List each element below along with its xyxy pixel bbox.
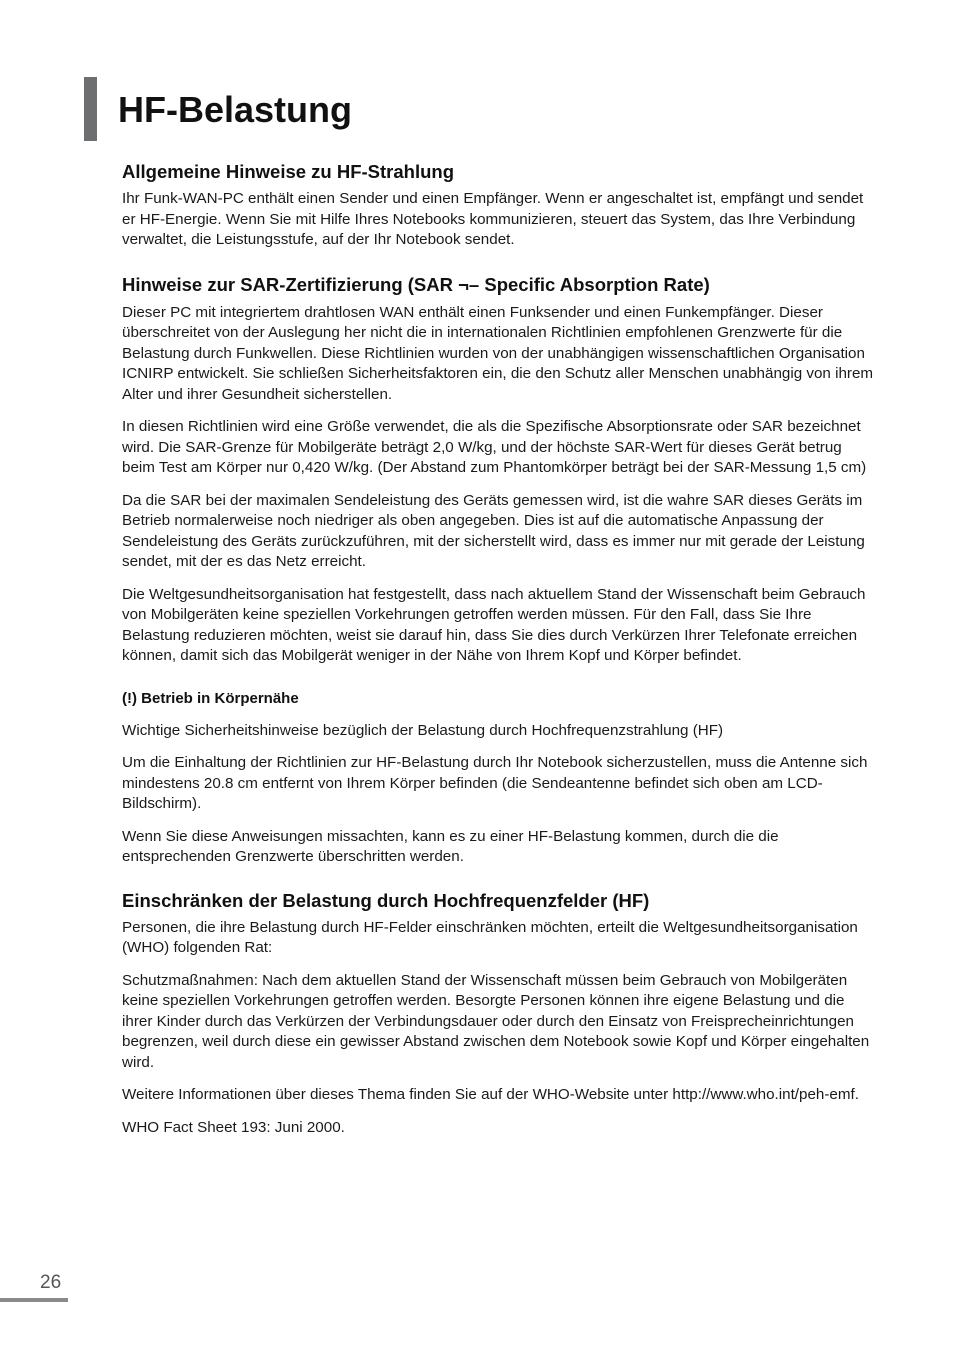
page-title: HF-Belastung (118, 89, 352, 130)
paragraph: Wichtige Sicherheitshinweise bezüglich der Belastung durch Hochfrequenzstrahlung (HF) (122, 721, 724, 739)
paragraph: Personen, die ihre Belastung durch HF-Felder einschränken möchten, erteilt die Weltgesundheitsorganisation (WHO) folgenden Rat: (122, 918, 858, 956)
section-body-operation (122, 689, 874, 868)
section-heading: Allgemeine Hinweise zu HF-Strahlung (122, 161, 455, 182)
paragraph: Da die SAR bei der maximalen Sendeleistung des Geräts gemessen wird, ist die wahre SAR dieses Geräts im Betrieb normalerweise noch niedriger als oben angegeben. Dies ist auf die automatische Anpassung der Sendeleistung des Geräts zurückzuführen, mit der sicherstellt wird, dass es immer nur mit gerade der Leistung sendet, mit der es das Netz erreicht. (122, 491, 865, 570)
subsection-heading: (!) Betrieb in Körpernähe (122, 689, 299, 707)
section-sar-certification (122, 273, 874, 667)
paragraph: In diesen Richtlinien wird eine Größe verwendet, die als die Spezifische Absorptionsrate oder SAR bezeichnet wird. Die SAR-Grenze für Mobilgeräte beträgt 2,0 W/kg, und der höchste SAR-Wert für dieses Gerät betrug beim Test am Körper nur 0,420 W/kg. (Der Abstand zum Phantomkörper beträgt bei der SAR-Messung 1,5 cm) (122, 418, 867, 476)
paragraph: Die Weltgesundheitsorganisation hat festgestellt, dass nach aktuellem Stand der Wissenschaft beim Gebrauch von Mobilgeräten keine speziellen Vorkehrungen getroffen werden müssen. Für den Fall, dass Sie Ihre Belastung reduzieren möchten, weist sie darauf hin, dass Sie dies durch Verkürzen Ihrer Telefonate erreichen können, damit sich das Mobilgerät weniger in der Nähe von Ihrem Kopf und Körper befindet. (122, 585, 866, 664)
paragraph: Schutzmaßnahmen: Nach dem aktuellen Stand der Wissenschaft müssen beim Gebrauch von Mobilgeräten keine speziellen Vorkehrungen getroffen werden. Besorgte Personen können ihre eigene Belastung und die ihrer Kinder durch das Verkürzen der Verbindungsdauer oder durch den Einsatz von Freisprecheinrichtungen begrenzen, weil durch diese ein gewisser Abstand zwischen dem Notebook sowie Kopf und Körper eingehalten wird. (122, 971, 870, 1071)
page-content (122, 160, 874, 1138)
section-general-rf-notes (122, 160, 874, 251)
section-limiting-rf-exposure (122, 889, 874, 1139)
paragraph: Weitere Informationen über dieses Thema finden Sie auf der WHO-Website unter http://www.who.int/peh-emf. (122, 1086, 859, 1103)
section-heading: Hinweise zur SAR-Zertifizierung (SAR ¬– Specific Absorption Rate) (122, 273, 710, 295)
paragraph: Wenn Sie diese Anweisungen missachten, kann es zu einer HF-Belastung kommen, durch die die entsprechenden Grenzwerte überschritten werden. (122, 827, 779, 865)
paragraph: Um die Einhaltung der Richtlinien zur HF-Belastung durch Ihr Notebook sicherzustellen, muss die Antenne sich mindestens 20.8 cm entfernt von Ihrem Körper befinden (die Sendeantenne befindet sich oben am LCD-Bildschirm). (122, 754, 868, 812)
page-number: 26 (40, 1272, 62, 1293)
paragraph: Dieser PC mit integriertem drahtlosen WAN enthält einen Funksender und einen Funkempfänger. Dieser überschreitet von der Auslegung her nicht die in internationalen Richtlinien empfohlenen Grenzwerte für die Belastung durch Funkwellen. Diese Richtlinien wurden von der unabhängigen wissenschaftlichen Organisation ICNIRP entwickelt. Sie schließen Sicherheitsfaktoren ein, die den Schutz aller Menschen unabhängig von ihrem Alter und ihrer Gesundheit sicherstellen. (122, 303, 874, 403)
paragraph: WHO Fact Sheet 193: Juni 2000. (122, 1118, 345, 1136)
page-number-rule (0, 1298, 68, 1302)
paragraph: Ihr Funk-WAN-PC enthält einen Sender und einen Empfänger. Wenn er angeschaltet ist, empfängt und sendet er HF-Energie. Wenn Sie mit Hilfe Ihres Notebooks kommunizieren, steuert das System, das Ihre Verbindung verwaltet, die Leistungsstufe, auf der Ihr Notebook sendet. (122, 190, 864, 248)
title-accent-bar (84, 77, 97, 141)
section-heading: Einschränken der Belastung durch Hochfrequenzfelder (HF) (122, 889, 650, 911)
